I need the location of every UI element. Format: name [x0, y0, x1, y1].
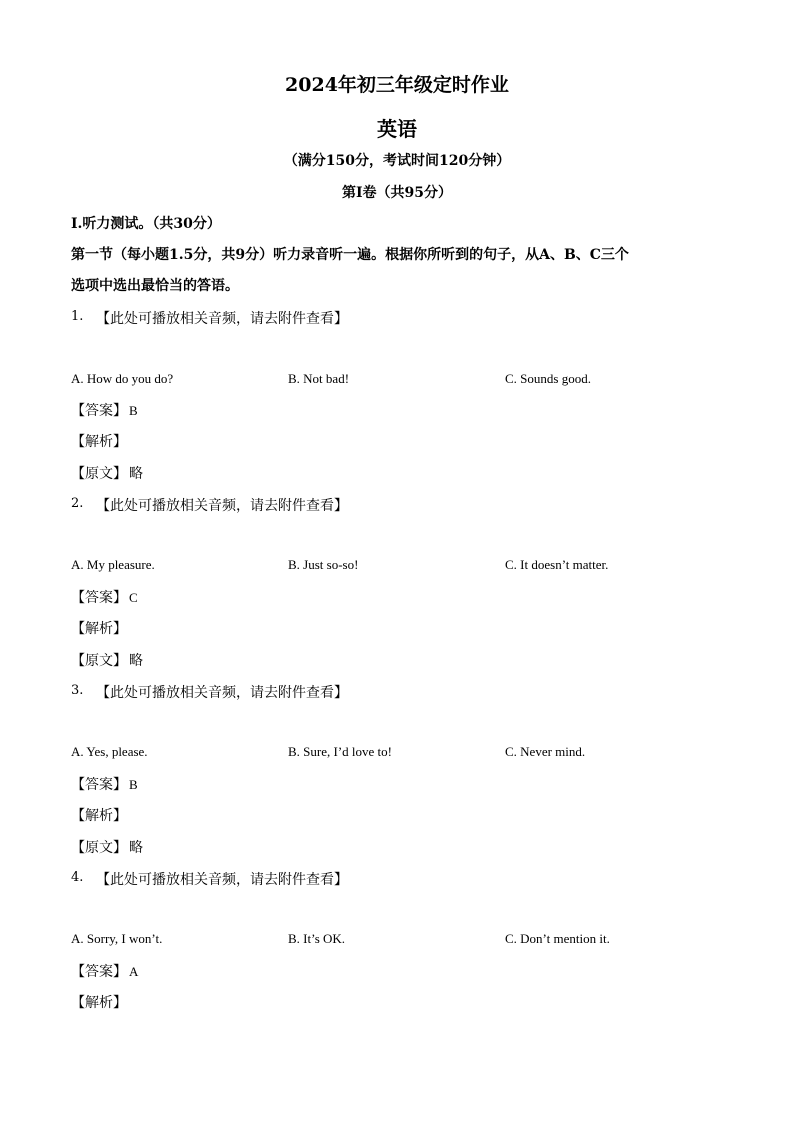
- volume-heading: 第Ⅰ卷（共95分）: [341, 185, 453, 201]
- answer-value: A: [129, 964, 139, 979]
- option-a: A. Yes, please.: [71, 744, 148, 759]
- option-c: C. Sounds good.: [505, 371, 591, 386]
- section-heading: Ⅰ.听力测试。（共30分）: [71, 216, 221, 232]
- original-value: 略: [129, 466, 143, 482]
- analysis-label: 【解析】: [71, 808, 127, 824]
- score-time-note: （满分150分，考试时间120分钟）: [283, 153, 511, 169]
- option-a: A. Sorry, I won’t.: [71, 931, 163, 946]
- option-a: A. How do you do?: [71, 371, 174, 386]
- question-number: 4.: [71, 870, 84, 885]
- answer-line: [71, 774, 138, 794]
- option-c: C. Don’t mention it.: [505, 931, 610, 946]
- subject-title: 英语: [377, 117, 417, 141]
- answer-label: 【答案】: [71, 964, 127, 980]
- section-instruction-line1: 第一节（每小题1.5分，共9分）听力录音听一遍。根据你所听到的句子，从A、B、C三个: [71, 247, 629, 263]
- answer-label: 【答案】: [71, 403, 127, 419]
- answer-line: [71, 961, 138, 981]
- option-c: C. It doesn’t matter.: [505, 557, 609, 572]
- original-label: 【原文】: [71, 466, 127, 482]
- option-a: A. My pleasure.: [71, 557, 155, 572]
- option-b: B. It’s OK.: [288, 931, 346, 946]
- original-label: 【原文】: [71, 653, 127, 669]
- audio-prompt: 【此处可播放相关音频，请去附件查看】: [96, 685, 348, 701]
- original-line: [71, 837, 143, 857]
- option-b: B. Not bad!: [288, 371, 350, 386]
- answer-line: [71, 587, 138, 607]
- audio-prompt: 【此处可播放相关音频，请去附件查看】: [96, 872, 348, 888]
- analysis-label: 【解析】: [71, 621, 127, 637]
- original-line: [71, 463, 143, 483]
- option-b: B. Just so-so!: [288, 557, 359, 572]
- original-value: 略: [129, 653, 143, 669]
- question-number: 1.: [71, 309, 84, 324]
- question-number: 2.: [71, 496, 84, 511]
- original-line: [71, 650, 143, 670]
- original-label: 【原文】: [71, 840, 127, 856]
- question-number: 3.: [71, 683, 84, 698]
- analysis-label: 【解析】: [71, 434, 127, 450]
- analysis-label: 【解析】: [71, 995, 127, 1011]
- audio-prompt: 【此处可播放相关音频，请去附件查看】: [96, 311, 348, 327]
- exam-title: 2024年初三年级定时作业: [285, 74, 509, 96]
- option-b: B. Sure, I’d love to!: [288, 744, 392, 759]
- original-value: 略: [129, 840, 143, 856]
- audio-prompt: 【此处可播放相关音频，请去附件查看】: [96, 498, 348, 514]
- answer-value: B: [129, 403, 138, 418]
- answer-label: 【答案】: [71, 777, 127, 793]
- answer-line: [71, 400, 138, 420]
- answer-value: B: [129, 777, 138, 792]
- answer-value: C: [129, 590, 138, 605]
- option-c: C. Never mind.: [505, 744, 586, 759]
- section-instruction-line2: 选项中选出最恰当的答语。: [71, 278, 239, 294]
- answer-label: 【答案】: [71, 590, 127, 606]
